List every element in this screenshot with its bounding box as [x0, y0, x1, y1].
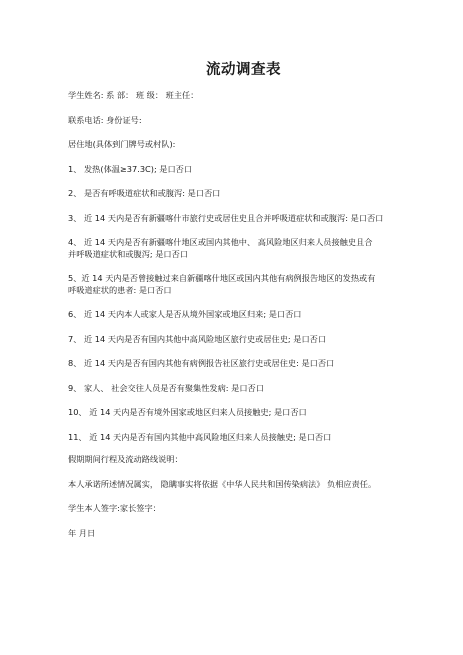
question-5-line-2: 呼吸道症状的患者: 是口否口	[68, 284, 172, 295]
contact-line: 联系电话: 身份证号:	[68, 114, 142, 125]
question-3: 3、 近 14 天内是否有新疆喀什市旅行史或居住史且合并呼吸道症状和或腹泻: 是口否口	[68, 212, 384, 223]
question-5-line-1: 5、近 14 天内是否曾接触过来自新疆喀什地区或国内其他有病例报告地区的发热或有	[68, 273, 376, 283]
question-2: 2、 是否有呼吸道症状和或腹泻: 是口否口	[68, 188, 221, 198]
question-4-line-2: 并呼吸道症状和或腹泻; 是口否口	[68, 248, 188, 259]
question-10: 10、 近 14 天内是否有境外国家或地区归来人员接触史; 是口否口	[68, 407, 307, 417]
question-1: 1、 发热(体温≥37.3C); 是口否口	[68, 163, 193, 174]
pledge-line: 本人承诺所述情况属实， 隐瞒事实将依据《中华人民共和国传染病法》 负相应责任。	[68, 478, 377, 489]
itinerary-line: 假期期间行程及流动路线说明：	[68, 454, 183, 464]
form-title: 流动调查表	[206, 62, 281, 78]
question-7: 7、 近 14 天内是否有国内其他中高风险地区旅行史或居住史; 是口否口	[68, 333, 327, 344]
question-6: 6、 近 14 天内本人或家人是否从境外国家或地区归来; 是口否口	[68, 309, 302, 319]
question-8: 8、 近 14 天内是否有国内其他有病例报告社区旅行史或居住史: 是口否口	[68, 358, 335, 368]
signature-line: 学生本人签字:家长签字：	[68, 503, 161, 513]
residence-line: 居住地(具体到门牌号或村队):	[68, 139, 176, 149]
question-4-line-1: 4、 近 14 天内是否有新疆喀什地区或国内其他中、 高风险地区归来人员接触史且合	[68, 237, 373, 247]
date-line: 年 月日	[68, 527, 96, 538]
question-11: 11、 近 14 天内是否有国内其他中高风险地区归来人员接触史; 是口否口	[68, 431, 332, 442]
question-9: 9、 家人、 社会交往人员是否有聚集性发病: 是口否口	[68, 382, 264, 393]
student-info-line: 学生姓名: 系 部： 班 级： 班主任：	[68, 90, 199, 100]
